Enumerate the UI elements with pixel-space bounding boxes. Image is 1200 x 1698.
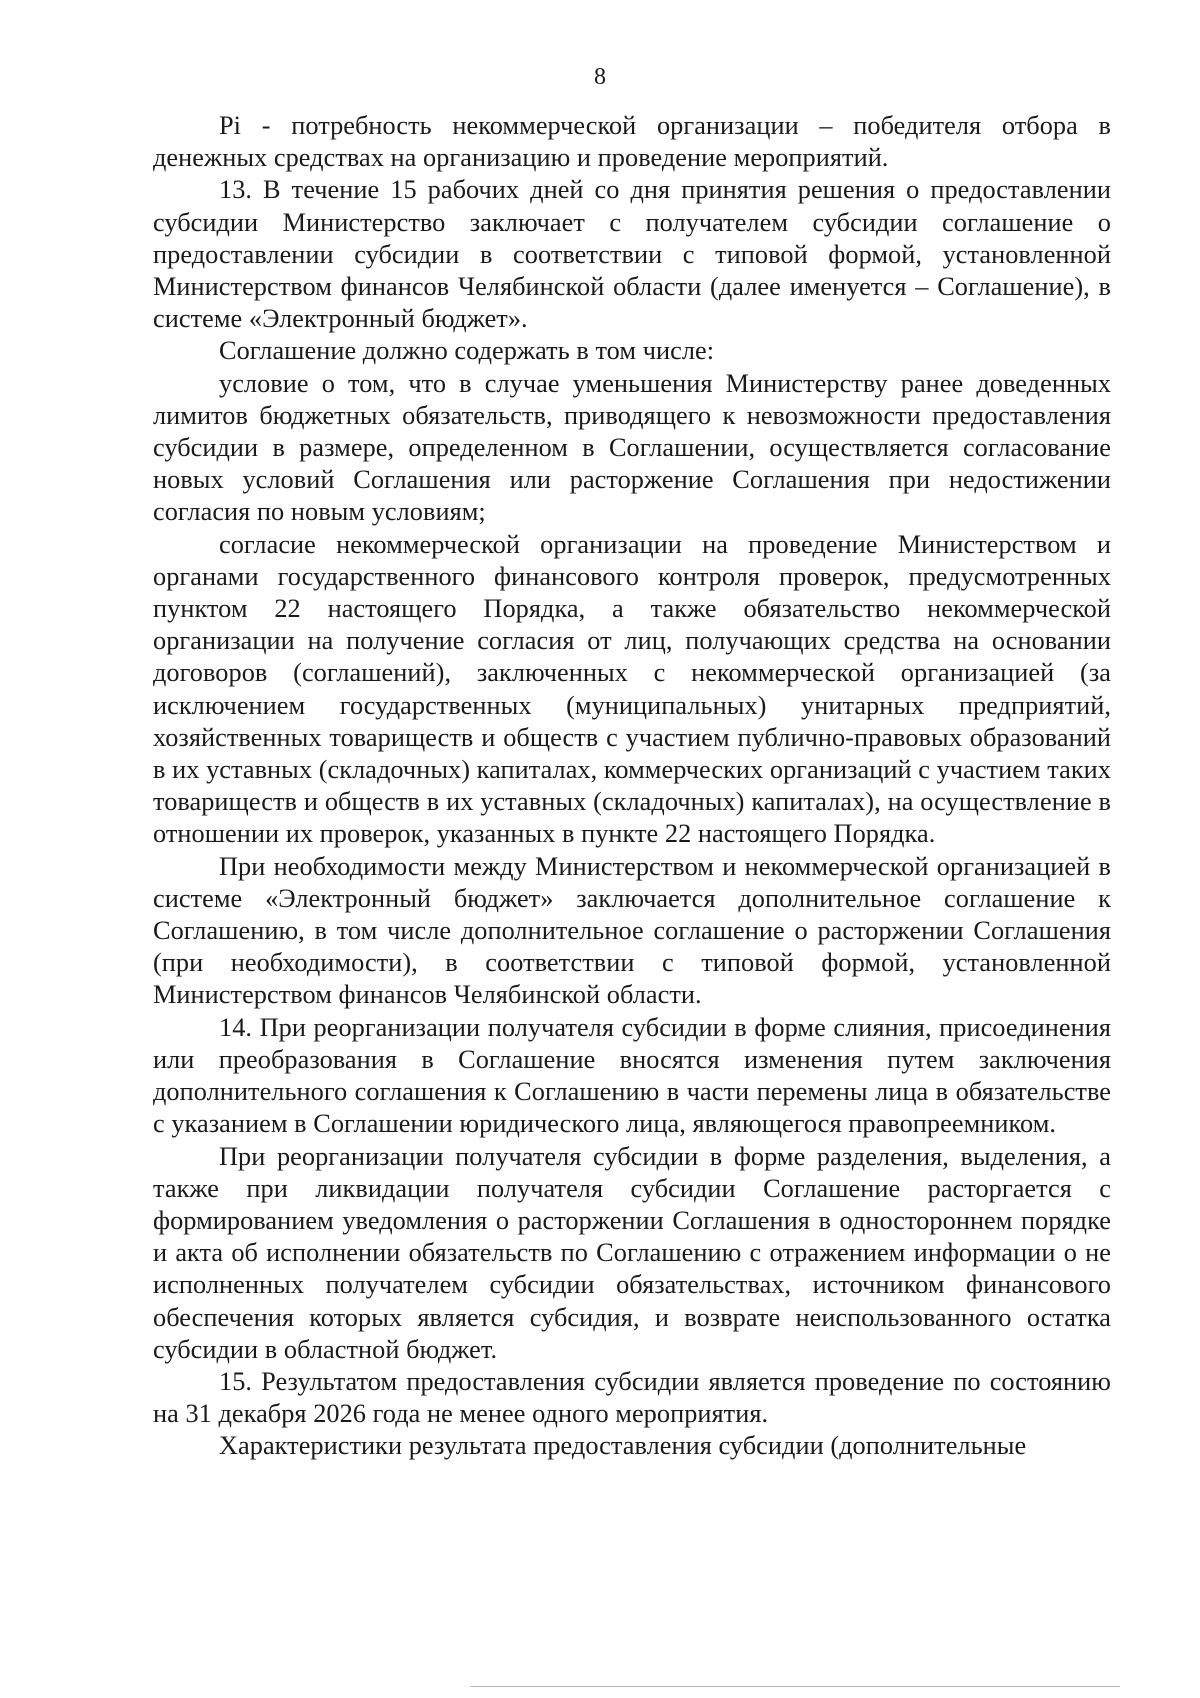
bottom-divider <box>470 1686 1120 1687</box>
paragraph-pi-definition: Pi - потребность некоммерческой организации – победителя отбора в денежных средствах на организацию и проведение мероприятий. <box>153 111 1111 173</box>
paragraph-15-result: 15. Результатом предоставления субсидии является проведение по состоянию на 31 декабря 2026 года не менее одного мероприятия. <box>153 1366 1111 1429</box>
paragraph-13-agreement: 13. В течение 15 рабочих дней со дня принятия решения о предоставлении субсидии Министерство заключает с получателем субсидии соглашение о предоставлении субсидии в соответствии с типовой формой, установленной Министерством финансов Челябинской области (далее именуется – Соглашение), в системе «Электронный бюджет». <box>153 175 1111 334</box>
paragraph-14-reorganization: 14. При реорганизации получателя субсидии в форме слияния, присоединения или преобразования в Соглашение вносятся изменения путем заключения дополнительного соглашения к Соглашению в части перемены лица в обязательстве с указанием в Соглашении юридического лица, являющегося правопреемником. <box>153 1012 1111 1139</box>
page-number: 8 <box>594 64 606 90</box>
paragraph-agreement-contents: Соглашение должно содержать в том числе: <box>219 336 715 366</box>
paragraph-result-characteristics: Характеристики результата предоставления субсидии (дополнительные <box>219 1431 1027 1461</box>
paragraph-additional-agreement: При необходимости между Министерством и некоммерческой организацией в системе «Электронный бюджет» заключается дополнительное соглашение к Соглашению, в том числе дополнительное соглашение о расторжении Соглашения (при необходимости), в соответствии с типовой формой, установленной Министерством финансов Челябинской области. <box>153 851 1111 1010</box>
paragraph-limits-condition: условие о том, что в случае уменьшения Министерству ранее доведенных лимитов бюджетных обязательств, приводящего к невозможности предоставления субсидии в размере, определенном в Соглашении, осуществляется согласование новых условий Соглашения или расторжение Соглашения при недостижении согласия по новым условиям; <box>153 368 1111 527</box>
document-body <box>153 110 1111 1463</box>
paragraph-inspection-consent: согласие некоммерческой организации на проведение Министерством и органами государственного финансового контроля проверок, предусмотренных пунктом 22 настоящего Порядка, а также обязательство некоммерческой организации на получение согласия от лиц, получающих средства на основании договоров (соглашений), заключенных с некоммерческой организацией (за исключением государственных (муниципальных) унитарных предприятий, хозяйственных товариществ и обществ с участием публично-правовых образований в их уставных (складочных) капиталах, коммерческих организаций с участием таких товариществ и обществ в их уставных (складочных) капиталах), на осуществление в отношении их проверок, указанных в пункте 22 настоящего Порядка. <box>153 529 1111 849</box>
paragraph-termination: При реорганизации получателя субсидии в форме разделения, выделения, а также при ликвидации получателя субсидии Соглашение расторгается с формированием уведомления о расторжении Соглашения в одностороннем порядке и акта об исполнении обязательств по Соглашению с отражением информации о не исполненных получателем субсидии обязательствах, источником финансового обеспечения которых является субсидия, и возврате неиспользованного остатка субсидии в областной бюджет. <box>153 1141 1111 1364</box>
